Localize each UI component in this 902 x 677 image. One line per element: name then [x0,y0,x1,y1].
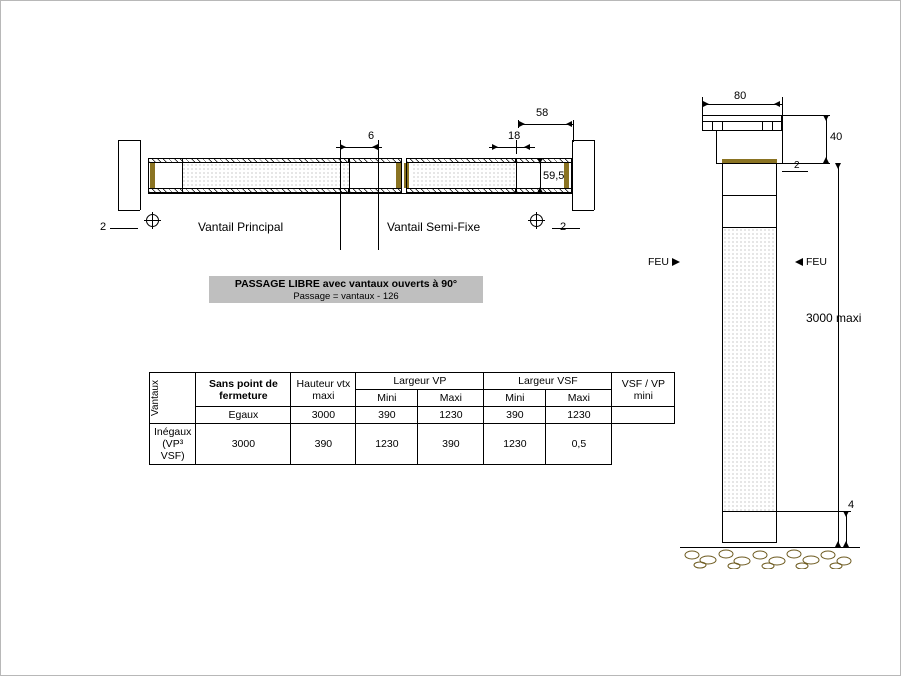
dim58-ext-right [573,120,574,142]
lintel-rib-1 [712,121,713,131]
dim-18-label: 18 [508,130,521,142]
th-vp-mini: Mini [356,390,418,407]
cell-vp-maxi: 1230 [418,407,484,424]
left-jamb-outer-line [118,140,119,210]
cell-hauteur: 3000 [196,424,291,465]
feu-left-label [648,256,680,268]
th-vsf-maxi: Maxi [546,390,612,407]
centre-gasket-left [396,163,401,188]
left-jamb-bottom [118,210,140,211]
height-max-label: 3000 maxi [806,311,862,325]
cell-ratio: 0,5 [546,424,612,465]
table-row-group-label: Vantaux [150,373,196,424]
dim2-section-line [782,171,808,172]
dim18-ext [516,140,517,154]
th-hauteur: Hauteur vtx maxi [291,373,356,407]
leaf-section-div-1 [722,195,777,196]
dim18-arrow-right [524,144,530,150]
head-return-left [716,131,717,163]
th-sans-point-fermeture: Sans point de fermeture [196,373,291,407]
lintel-inner-line [702,121,782,122]
feu-right-text: FEU [806,256,827,268]
hinge-axis-left [146,214,159,227]
dim-2-section-label: 2 [794,160,800,171]
dim-2-right-label: 2 [560,221,567,233]
lintel-rib-2 [722,121,723,131]
th-vsf-vp-mini: VSF / VP mini [612,373,675,407]
right-jamb-bottom [572,210,594,211]
dim4-arrow-bottom [843,541,849,547]
feu-left-arrow-icon [672,258,680,266]
cell-vsf-mini: 390 [418,424,484,465]
feu-left-text: FEU [648,256,669,268]
dim-80-label: 80 [734,90,747,102]
banner-line-1: PASSAGE LIBRE avec vantaux ouverts à 90° [234,277,458,290]
plan-view [100,107,600,250]
dim-6-label: 6 [368,130,375,142]
cell-label: Egaux [196,407,291,424]
cell-hauteur: 3000 [291,407,356,424]
right-jamb-top [572,140,594,141]
feu-right-arrow-icon [795,258,803,266]
lintel-rib-3 [762,121,763,131]
dim4-ext-top [777,511,851,512]
height-arrow-top [835,163,841,169]
right-jamb-inner-line [572,140,573,210]
leaf-section-infill [723,228,776,511]
dim-2-left-label: 2 [100,221,107,233]
dim6-arrow-left [340,144,346,150]
cell-vp-mini: 390 [356,407,418,424]
head-return-right [782,115,783,163]
th-vp-maxi: Maxi [418,390,484,407]
label-vantail-principal: Vantail Principal [198,220,284,234]
hinge-axis-right [530,214,543,227]
gravel-hatch-icon [682,547,858,569]
lock-stile-top [349,158,402,163]
banner-line-2: Passage = vantaux - 126 [293,290,399,302]
cell-vsf-mini: 390 [484,407,546,424]
semi-fixed-infill [412,163,516,188]
dim40-ext-bottom [782,163,830,164]
cell-vsf-maxi: 1230 [546,407,612,424]
table-row [150,424,675,465]
th-vsf-mini: Mini [484,390,546,407]
dim-59-5-label: 59,5 [543,170,565,182]
dim-58-label: 58 [536,107,549,119]
dim-40-label: 40 [830,131,843,143]
cell-vp-mini: 390 [291,424,356,465]
left-jamb-inner-line [140,140,141,210]
dim40-ext-top [782,115,830,116]
cell-label: Inégaux (VP³ VSF) [150,424,196,465]
dim595-arrow-top [537,158,543,164]
dim80-arrow-right [774,101,780,107]
label-vantail-semi-fixe: Vantail Semi-Fixe [387,220,481,234]
passage-libre-banner [209,276,483,303]
height-dim-line [838,163,839,547]
dim58-arrow-right [566,121,572,127]
dimensions-table [149,372,675,465]
semi-fixed-gasket [564,163,569,188]
height-arrow-bottom [835,541,841,547]
dim6-ext-left [340,140,341,250]
th-largeur-vsf: Largeur VSF [484,373,612,390]
dim80-ext-right [782,97,783,115]
dim595-arrow-bottom [537,187,543,193]
leaf-section-div-3 [722,511,777,512]
dim40-line [826,115,827,163]
cell-vsf-maxi: 1230 [484,424,546,465]
feu-right-label [795,256,827,268]
left-jamb-top [118,140,140,141]
dim-4-label: 4 [848,499,855,511]
section-view [648,90,900,511]
dim58-ext-left [518,120,519,128]
dim80-line [702,104,782,105]
assembly-bottom-line [148,193,572,194]
th-largeur-vp: Largeur VP [356,373,484,390]
dim2-left-line [110,228,138,229]
lintel-rib-4 [772,121,773,131]
dim80-arrow-left [703,101,709,107]
lintel-profile [702,115,782,131]
table-header-row-1 [150,373,675,390]
dim58-arrow-left [519,121,525,127]
cell-vp-maxi: 1230 [356,424,418,465]
right-jamb-outer-line [594,140,595,210]
dim6-arrow-right [372,144,378,150]
dim18-arrow-left [492,144,498,150]
main-leaf-infill [182,163,349,188]
dim6-ext-right [378,140,379,250]
main-leaf-gasket [150,163,155,188]
table-row [150,407,675,424]
main-leaf-stile-line [182,158,183,193]
